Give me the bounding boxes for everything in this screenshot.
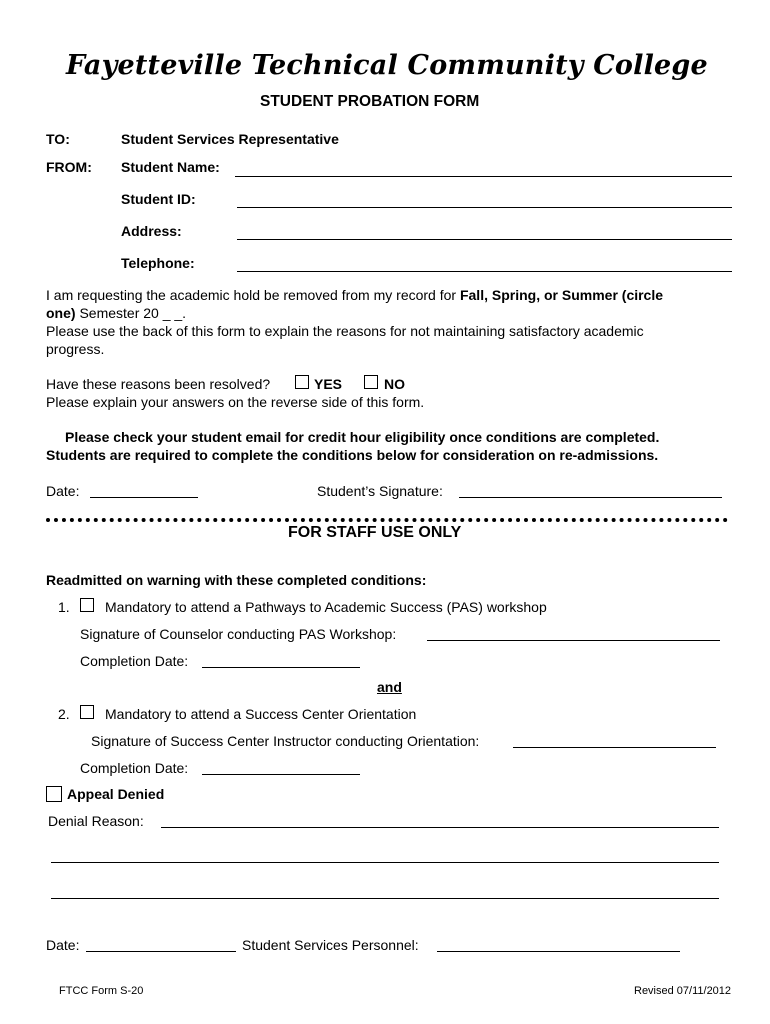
personnel-label: Student Services Personnel:: [242, 937, 419, 953]
to-value: Student Services Representative: [121, 131, 339, 147]
yes-checkbox[interactable]: [295, 375, 309, 389]
appeal-denied-label: Appeal Denied: [67, 786, 165, 802]
appeal-denied-checkbox[interactable]: [46, 786, 62, 802]
student-date-field[interactable]: [90, 497, 198, 498]
student-signature-field[interactable]: [459, 497, 722, 498]
student-id-field[interactable]: [237, 207, 732, 208]
item-2-number: 2.: [58, 706, 70, 722]
staff-divider: [46, 518, 728, 522]
item-2-signature-field[interactable]: [513, 747, 716, 748]
item-2-completion-field[interactable]: [202, 774, 360, 775]
request-line-3: Please use the back of this form to explain the reasons for not maintaining satisfactory academic: [46, 323, 644, 339]
student-name-field[interactable]: [235, 176, 732, 177]
item-2-checkbox[interactable]: [80, 705, 94, 719]
personnel-field[interactable]: [437, 951, 680, 952]
notice-line-2: Students are required to complete the conditions below for consideration on re-admissions.: [46, 447, 659, 463]
student-name-label: Student Name:: [121, 159, 220, 175]
request-line-4: progress.: [46, 341, 105, 357]
to-label: TO:: [46, 131, 70, 147]
telephone-label: Telephone:: [121, 255, 195, 271]
staff-heading: FOR STAFF USE ONLY: [288, 524, 462, 541]
no-checkbox[interactable]: [364, 375, 378, 389]
yes-label: YES: [314, 376, 343, 392]
item-1-completion-label: Completion Date:: [80, 653, 189, 669]
denial-reason-label: Denial Reason:: [48, 813, 144, 829]
student-id-label: Student ID:: [121, 191, 196, 207]
item-2-signature-label: Signature of Success Center Instructor conducting Orientation:: [91, 733, 480, 749]
student-date-label: Date:: [46, 483, 80, 499]
address-label: Address:: [121, 223, 182, 239]
staff-date-label: Date:: [46, 937, 80, 953]
form-title: STUDENT PROBATION FORM: [260, 93, 480, 110]
address-field[interactable]: [237, 239, 732, 240]
denial-reason-field-1[interactable]: [161, 827, 719, 828]
denial-reason-field-2[interactable]: [51, 862, 719, 863]
denial-reason-field-3[interactable]: [51, 898, 719, 899]
item-1-completion-field[interactable]: [202, 667, 360, 668]
and-label: and: [377, 679, 402, 695]
item-2-text: Mandatory to attend a Success Center Orientation: [105, 706, 417, 722]
no-label: NO: [384, 376, 405, 392]
item-1-signature-field[interactable]: [427, 640, 720, 641]
notice-line-1: Please check your student email for credit hour eligibility once conditions are completed.: [65, 429, 660, 445]
form-number: FTCC Form S-20: [59, 985, 144, 997]
from-label: FROM:: [46, 159, 92, 175]
readmitted-heading: Readmitted on warning with these completed conditions:: [46, 572, 427, 588]
request-line-1: I am requesting the academic hold be removed from my record for Fall, Spring, or Summer (circle: [46, 287, 664, 303]
college-name: Fayetteville Technical Community College: [66, 50, 708, 81]
item-2-completion-label: Completion Date:: [80, 760, 189, 776]
item-1-signature-label: Signature of Counselor conducting PAS Workshop:: [80, 626, 397, 642]
resolved-explain: Please explain your answers on the reverse side of this form.: [46, 394, 425, 410]
item-1-text: Mandatory to attend a Pathways to Academic Success (PAS) workshop: [105, 599, 547, 615]
item-1-checkbox[interactable]: [80, 598, 94, 612]
resolved-question: Have these reasons been resolved?: [46, 376, 271, 392]
revised-date: Revised 07/11/2012: [634, 985, 732, 997]
student-signature-label: Student’s Signature:: [317, 483, 443, 499]
staff-date-field[interactable]: [86, 951, 236, 952]
telephone-field[interactable]: [237, 271, 732, 272]
item-1-number: 1.: [58, 599, 70, 615]
request-line-2: one) Semester 20 _ _.: [46, 305, 187, 321]
